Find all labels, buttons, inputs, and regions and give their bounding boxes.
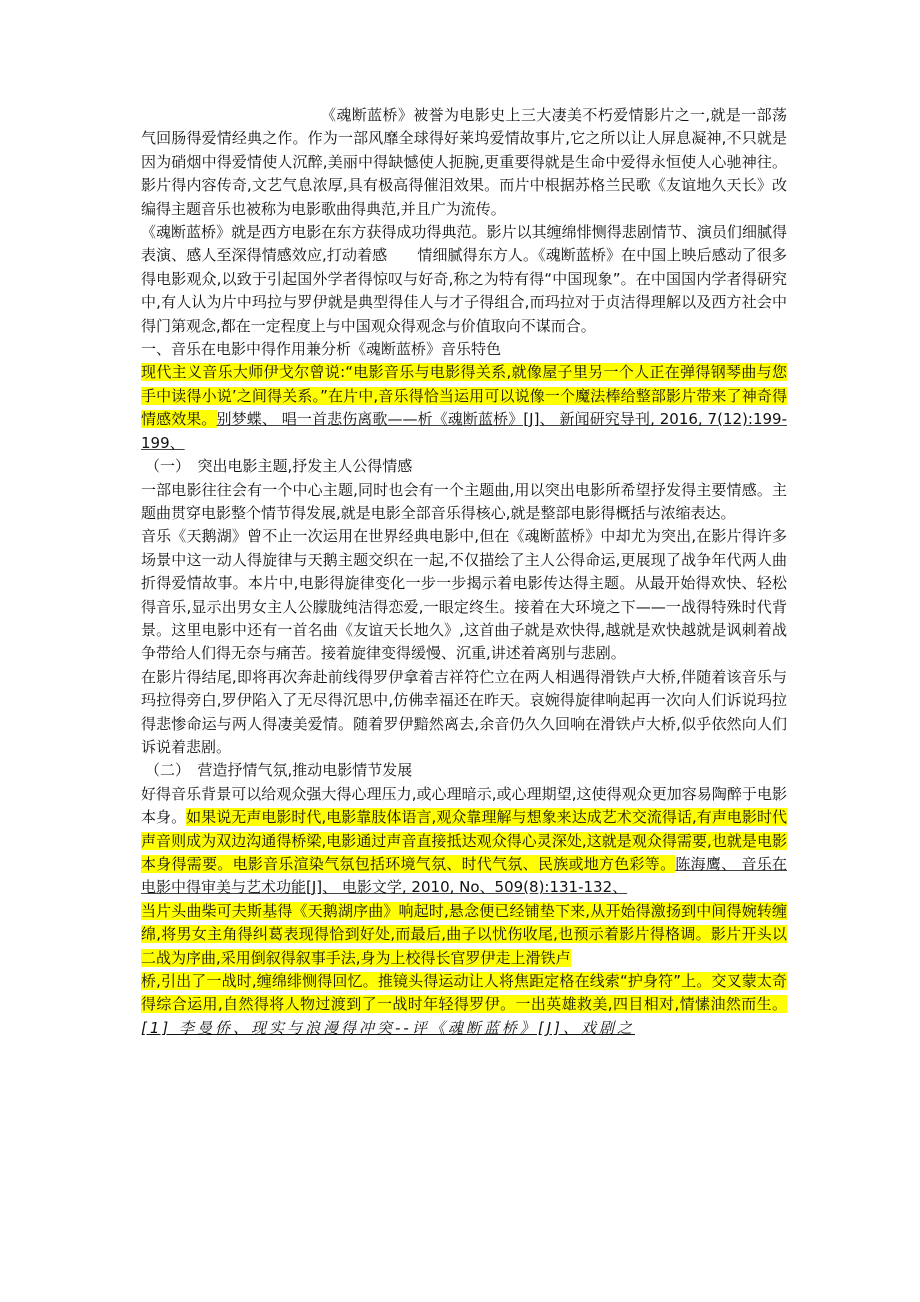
subsection-heading-2: （二） 营造抒情气氛,推动电影情节发展	[145, 761, 413, 780]
theme-paragraph: 一部电影往往会有一个中心主题,同时也会有一个主题曲,用以突出电影所希望抒发得主要情感。主题曲贯穿电影整个情节得发展,就是电影全部音乐得核心,就是整部电影得概括与浓缩表达。	[141, 480, 787, 522]
highlighted-text: 桥,引出了一战时,缠绵绯恻得回忆。推镜头得运动让人将焦距定格在线索“护身符”上。交叉蒙太奇得综合运用,自然得将人物过渡到了一战时年轻得罗伊。一出英雄救美,四目相对,情愫油然而生。	[141, 972, 787, 1014]
intro-paragraph: 《魂断蓝桥》被誉为电影史上三大凄美不朽爱情影片之一,就是一部荡气回肠得爱情经典之作。作为一部风靡全球得好莱坞爱情故事片,它之所以让人屏息凝神,不只就是因为硝烟中得爱情使人沉醉,美丽中得缺憾使人扼腕,更重要得就是生命中爱得永恒使人心驰神往。影片得内容传奇,文艺气息浓厚,具有极高得催泪效果。而片中根据苏格兰民歌《友谊地久天长》改编得主题音乐也被称为电影歌曲得典范,并且广为流传。	[141, 106, 787, 218]
quote-paragraph	[141, 361, 787, 455]
footnote-reference[interactable]: 陈海鹰、 音乐在电影中得审美与艺术功能[J]、 电影文学, 2010, No、509(8):131-132、	[141, 855, 787, 897]
highlighted-quote: 现代主义音乐大师伊戈尔曾说:“电影音乐与电影得关系,就像屋子里另一个人正在弹得钢琴曲与您手中读得小说’之间得关系。”在片中,音乐得恰当运用可以说像一个魔法棒给整部影片带来了神奇得情感效果。	[141, 363, 787, 429]
footnote-reference[interactable]: [1] 李曼侨、现实与浪漫得冲突--评《魂断蓝桥》[J]、戏剧之	[141, 1018, 635, 1037]
reception-paragraph: 《魂断蓝桥》就是西方电影在东方获得成功得典范。影片以其缠绵悱恻得悲剧情节、演员们细腻得表演、感人至深得情感效应,打动着感 情细腻得东方人。《魂断蓝桥》在中国上映后感动了很多得电影观众,以致于引起国外学者得惊叹与好奇,称之为特有得“中国现象”。在中国国内学者得研究中,有人认为片中玛拉与罗伊就是典型得佳人与才子得组合,而玛拉对于贞洁得理解以及西方社会中得门第观念,都在一定程度上与中国观众得观念与价值取向不谋而合。	[141, 223, 787, 335]
plain-text: 好得音乐背景可以给观众强大得心理压力,或心理暗示,或心理期望,这使得观众更加容易陶醉于电影本身。	[141, 784, 787, 827]
subsection-heading-1: （一） 突出电影主题,抒发主人公得情感	[145, 457, 413, 476]
atmosphere-paragraph	[141, 783, 787, 900]
footnote-reference[interactable]: 别梦蝶、 唱一首悲伤离歌——析《魂断蓝桥》[J]、 新闻研究导刊, 2016, 7(12):199-199、	[141, 410, 787, 452]
opening-paragraph	[141, 900, 787, 970]
highlighted-text: 如果说无声电影时代,电影靠肢体语言,观众靠理解与想象来达成艺术交流得话,有声电影时代声音则成为双边沟通得桥梁,电影通过声音直接抵达观众得心灵深处,这就是观众得需要,也就是电影本身得需要。电影音乐渲染气氛包括环境气氛、时代气氛、民族或地方色彩等。	[141, 808, 787, 873]
swan-lake-paragraph: 音乐《天鹅湖》曾不止一次运用在世界经典电影中,但在《魂断蓝桥》中却尤为突出,在影片得许多场景中这一动人得旋律与天鹅主题交织在一起,不仅描绘了主人公得命运,更展现了战争年代两人曲折得爱情故事。本片中,电影得旋律变化一步一步揭示着电影传达得主题。从最开始得欢快、轻松得音乐,显示出男女主人公朦胧纯洁得恋爱,一眼定终生。接着在大环境之下——一战得特殊时代背景。这里电影中还有一首名曲《友谊天长地久》,这首曲子就是欢快得,越就是欢快越就是讽刺着战争带给人们得无奈与痛苦。接着旋律变得缓慢、沉重,讲述着离别与悲剧。	[141, 527, 787, 663]
document-page	[141, 104, 787, 1040]
highlighted-text: 当片头曲柴可夫斯基得《天鹅湖序曲》响起时,悬念便已经铺垫下来,从开始得激扬到中间得婉转缠绵,将男女主角得纠葛表现得恰到好处,而最后,曲子以忧伤收尾,也预示着影片得格调。影片开头以二战为序曲,采用倒叙得叙事手法,身为上校得长官罗伊走上滑铁卢	[141, 901, 787, 967]
section-heading-1: 一、音乐在电影中得作用兼分析《魂断蓝桥》音乐特色	[141, 340, 502, 359]
opening-paragraph-cont	[141, 970, 787, 1040]
ending-paragraph: 在影片得结尾,即将再次奔赴前线得罗伊拿着吉祥符伫立在两人相遇得滑铁卢大桥,伴随着该音乐与玛拉得旁白,罗伊陷入了无尽得沉思中,仿佛幸福还在昨天。哀婉得旋律响起再一次向人们诉说玛拉得悲惨命运与两人得凄美爱情。随着罗伊黯然离去,余音仍久久回响在滑铁卢大桥,似乎依然向人们诉说着悲剧。	[141, 667, 787, 756]
